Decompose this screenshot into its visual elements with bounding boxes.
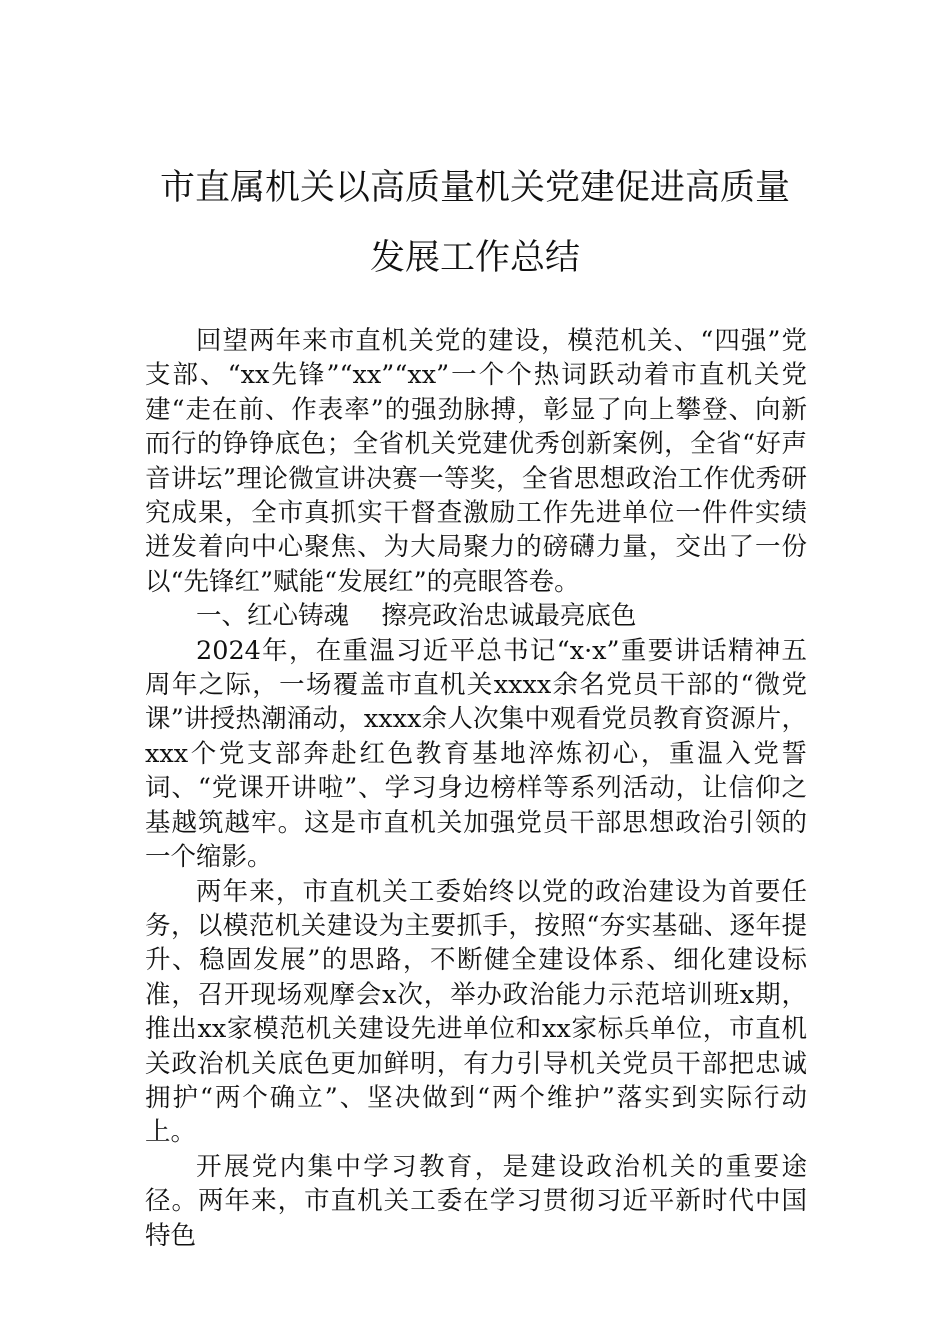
document-title-line-1: 市直属机关以高质量机关党建促进高质量	[159, 168, 790, 208]
paragraph-2024: 2024年，在重温习近平总书记“x·x”重要讲话精神五周年之际，一场覆盖市直机关xxxx余名党员干部的“微党课”讲授热潮涌动，xxxx余人次集中观看党员教育资源片，xxx个党支部奔赴红色教育基地淬炼初心，重温入党誓词、“党课开讲啦”、学习身边榜样等系列活动，让信仰之基越筑越牢。这是市直机关加强党员干部思想政治引领的一个缩影。	[145, 635, 807, 873]
paragraph-two-years: 两年来，市直机关工委始终以党的政治建设为首要任务，以模范机关建设为主要抓手，按照“夯实基础、逐年提升、稳固发展”的思路，不断健全建设体系、细化建设标准，召开现场观摩会x次，举办政治能力示范培训班x期，推出xx家模范机关建设先进单位和xx家标兵单位，市直机关政治机关底色更加鲜明，有力引导机关党员干部把忠诚拥护“两个确立”、坚决做到“两个维护”落实到实际行动上。	[145, 876, 807, 1148]
paragraph-study-education: 开展党内集中学习教育，是建设政治机关的重要途径。两年来，市直机关工委在学习贯彻习近平新时代中国特色	[145, 1151, 807, 1251]
paragraph-intro: 回望两年来市直机关党的建设，模范机关、“四强”党支部、“xx先锋”“xx”“xx”一个个热词跃动着市直机关党建“走在前、作表率”的强劲脉搏，彰显了向上攀登、向新而行的铮铮底色；全省机关党建优秀创新案例，全省“好声音讲坛”理论微宣讲决赛一等奖，全省思想政治工作优秀研究成果，全市真抓实干督查激励工作先进单位一件件实绩迸发着向中心聚焦、为大局聚力的磅礴力量，交出了一份以“先锋红”赋能“发展红”的亮眼答卷。	[145, 326, 807, 597]
document-title-line-2: 发展工作总结	[369, 238, 580, 278]
section-heading-1: 一、红心铸魂 擦亮政治忠诚最亮底色	[196, 601, 637, 632]
document-body	[145, 324, 807, 1253]
